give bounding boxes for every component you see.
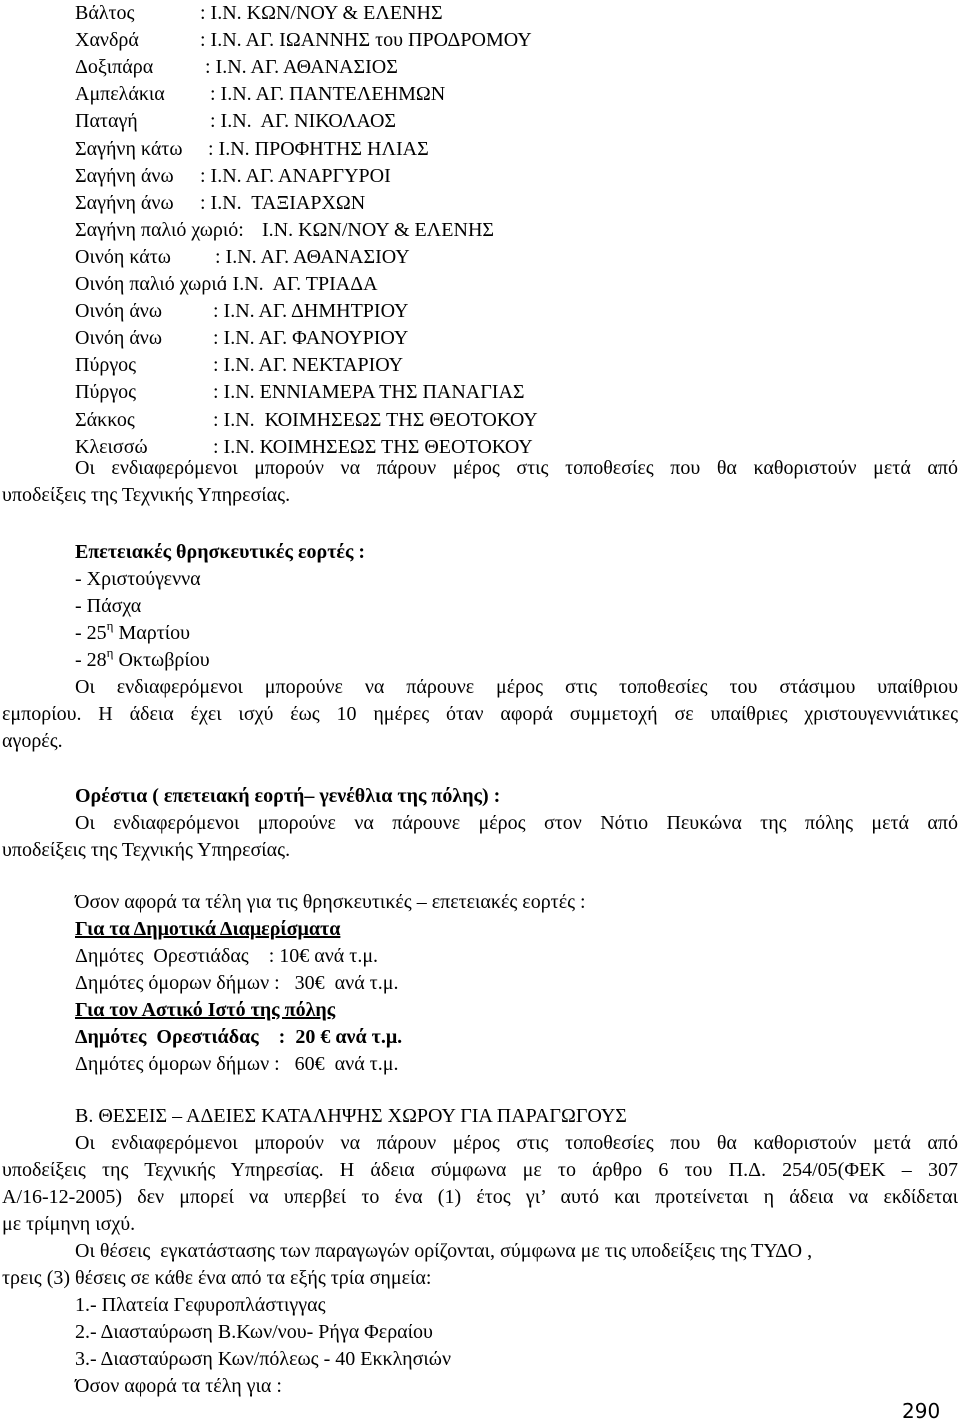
church-name: Ι.Ν. ΚΩΝ/ΝΟΥ & ΕΛΕΝΗΣ [262, 218, 495, 241]
place-name: Σαγήνη άνω [75, 191, 174, 214]
paragraph-line: Οι ενδιαφερόμενοι μπορούνε να πάρουνε μέρος στις τοποθεσίες του στάσιμου υπαίθριου [75, 676, 958, 698]
ordinal-superscript: η [106, 645, 114, 660]
list-item [75, 647, 210, 673]
place-name: Σαγήνη κάτω [75, 137, 183, 160]
place-name: Πύργος [75, 381, 137, 404]
church-name: : Ι.Ν. ΑΓ. ΑΝΑΡΓΥΡΟΙ [200, 164, 391, 187]
place-name: Βάλτος [75, 2, 135, 24]
list-item [75, 620, 190, 646]
church-name: : Ι.Ν. ΑΓ. ΤΡΙΑΔΑ [222, 273, 378, 295]
paragraph-line: Οι ενδιαφερόμενοι μπορούν να πάρουν μέρος στις τοποθεσίες που θα καθοριστούν μετά από [75, 457, 958, 479]
place-name: Κλεισσώ [75, 435, 148, 458]
church-name: : Ι.Ν. ΑΓ. ΠΑΝΤΕΛΕΗΜΩΝ [210, 83, 446, 106]
church-name: : Ι.Ν. ΑΓ. ΔΗΜΗΤΡΙΟΥ [213, 300, 409, 323]
church-name: : Ι.Ν. ΑΓ. ΙΩΑΝΝΗΣ του ΠΡΟΔΡΟΜΟΥ [200, 29, 532, 52]
list-item: - Χριστούγεννα [75, 568, 201, 590]
church-name: : Ι.Ν. ΚΟΙΜΗΣΕΩΣ ΤΗΣ ΘΕΟΤΟΚΟΥ [213, 435, 533, 458]
church-name: : Ι.Ν. ΤΑΞΙΑΡΧΩΝ [200, 191, 366, 214]
place-name: Σάκκος [75, 408, 135, 431]
paragraph-line: Οι θέσεις εγκατάστασης των παραγωγών ορίζονται, σύμφωνα με τις υποδείξεις της ΤΥΔΟ , [75, 1240, 813, 1262]
annual-feasts-heading: Επετειακές θρησκευτικές εορτές : [75, 541, 366, 563]
place-name: Οινόη παλιό χωριό [75, 273, 227, 295]
ordinal-superscript: η [106, 618, 114, 633]
church-name: : Ι.Ν. ΑΓ. ΑΘΑΝΑΣΙΟΣ [205, 56, 398, 79]
place-name: Αμπελάκια [75, 83, 165, 106]
paragraph-line: υποδείξεις της Τεχνικής Υπηρεσίας. Η άδεια σύμφωνα με το άρθρο 6 του Π.Δ. 254/05(ΦΕΚ – 307 [2, 1159, 958, 1181]
paragraph-line: υποδείξεις της Τεχνικής Υπηρεσίας. [2, 484, 291, 506]
paragraph-line: εμπορίου. Η άδεια έχει ισχύ έως 10 ημέρες όταν αφορά συμμετοχή σε υπαίθριες χριστουγεννιάτικες [2, 703, 958, 725]
place-name: Οινόη κάτω [75, 245, 171, 268]
paragraph-line: Όσον αφορά τα τέλη για : [75, 1375, 282, 1397]
place-name: Παταγή [75, 110, 138, 133]
section-b-heading: Β. ΘΕΣΕΙΣ – ΑΔΕΙΕΣ ΚΑΤΑΛΗΨΗΣ ΧΩΡΟΥ ΓΙΑ ΠΑΡΑΓΩΓΟΥΣ [75, 1105, 627, 1127]
paragraph-line: Οι ενδιαφερόμενοι μπορούνε να πάρουνε μέρος στον Νότιο Πευκώνα της πόλης μετά από [75, 812, 958, 834]
paragraph-line: αγορές. [2, 730, 63, 752]
fee-row: Δημότες Ορεστιάδας : 10€ ανά τ.μ. [75, 945, 379, 967]
church-name: : Ι.Ν. ΠΡΟΦΗΤΗΣ ΗΛΙΑΣ [208, 137, 429, 160]
list-item: 1.- Πλατεία Γεφυροπλάστιγγας [75, 1294, 326, 1316]
list-item-text: - 28 [75, 649, 107, 671]
paragraph-line: Οι ενδιαφερόμενοι μπορούν να πάρουν μέρος στις τοποθεσίες που θα καθοριστούν μετά από [75, 1132, 958, 1154]
place-name: Χανδρά [75, 29, 139, 52]
church-name: : Ι.Ν. ΕΝΝΙΑΜΕΡΑ ΤΗΣ ΠΑΝΑΓΙΑΣ [213, 381, 525, 404]
church-name: : Ι.Ν. ΚΩΝ/ΝΟΥ & ΕΛΕΝΗΣ [200, 2, 443, 24]
church-name: : Ι.Ν. ΚΟΙΜΗΣΕΩΣ ΤΗΣ ΘΕΟΤΟΚΟΥ [213, 408, 538, 431]
fee-row: Δημότες όμορων δήμων : 30€ ανά τ.μ. [75, 972, 399, 994]
place-name: Οινόη άνω [75, 300, 163, 323]
section-heading: Για τα Δημοτικά Διαμερίσματα [75, 918, 341, 940]
section-heading: Για τον Αστικό Ιστό της πόλης [75, 999, 336, 1021]
place-name: Σαγήνη παλιό χωριό: [75, 218, 244, 241]
list-item: 3.- Διασταύρωση Κων/πόλεως - 40 Εκκλησιών [75, 1348, 451, 1370]
list-item: 2.- Διασταύρωση Β.Κων/νου- Ρήγα Φεραίου [75, 1321, 433, 1343]
church-name: : Ι.Ν. ΑΓ. ΝΙΚΟΛΑΟΣ [210, 110, 397, 133]
list-item-text: Μαρτίου [113, 622, 191, 644]
paragraph-line: τρεις (3) θέσεις σε κάθε ένα από τα εξής τρία σημεία: [2, 1267, 432, 1289]
paragraph-line: υποδείξεις της Τεχνικής Υπηρεσίας. [2, 839, 291, 861]
list-item-text: Οκτωβρίου [113, 649, 210, 671]
church-name: : Ι.Ν. ΑΓ. ΝΕΚΤΑΡΙΟΥ [213, 354, 404, 377]
place-name: Σαγήνη άνω [75, 164, 174, 187]
fee-row: Δημότες όμορων δήμων : 60€ ανά τ.μ. [75, 1053, 399, 1075]
list-item: - Πάσχα [75, 595, 142, 617]
orestia-heading: Ορέστια ( επετειακή εορτή– γενέθλια της πόλης) : [75, 785, 501, 807]
church-name: : Ι.Ν. ΑΓ. ΦΑΝΟΥΡΙΟΥ [213, 327, 409, 350]
list-item-text: - 25 [75, 622, 107, 644]
page-number: 290 [902, 1399, 941, 1423]
place-name: Πύργος [75, 354, 137, 377]
place-name: Οινόη άνω [75, 327, 163, 350]
paragraph-line: Α/16-12-2005) δεν μπορεί να υπερβεί το ένα (1) έτος γι’ αυτό και προτείνεται η άδεια να εκδίδεται [2, 1186, 958, 1208]
church-name: : Ι.Ν. ΑΓ. ΑΘΑΝΑΣΙΟΥ [215, 245, 410, 268]
paragraph-line: με τρίμηνη ισχύ. [2, 1213, 136, 1235]
fees-intro: Όσον αφορά τα τέλη για τις θρησκευτικές – επετειακές εορτές : [75, 891, 586, 913]
place-name: Δοξιπάρα [75, 56, 154, 79]
fee-row: Δημότες Ορεστιάδας : 20 € ανά τ.μ. [75, 1026, 403, 1048]
